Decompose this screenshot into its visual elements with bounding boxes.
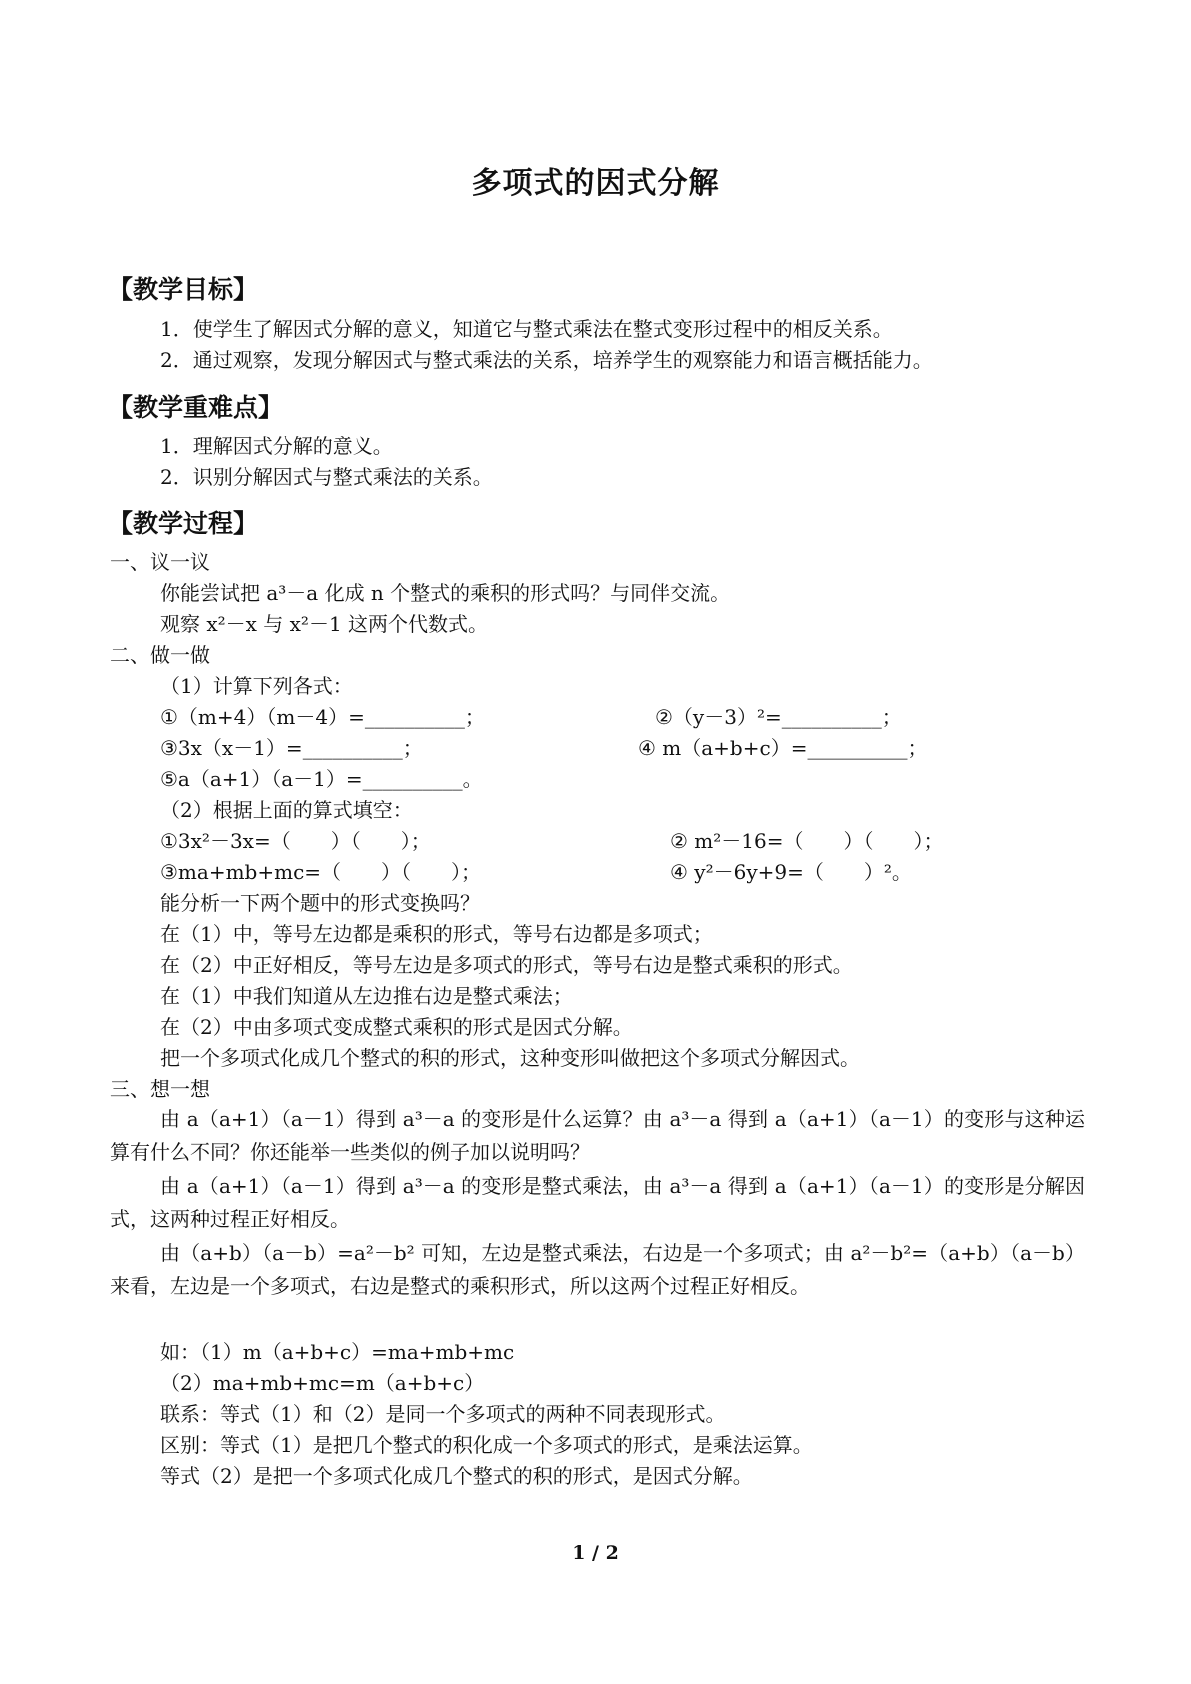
text-line: 在（1）中我们知道从左边推右边是整式乘法； [160, 984, 573, 1008]
part-heading: 二、做一做 [110, 643, 210, 667]
part-heading: 一、议一议 [110, 550, 210, 574]
fill-item: ② m²－16=（ ）（ ）； [670, 829, 944, 853]
exercise-item: ②（y－3）²=__________； [655, 705, 902, 729]
paragraph: 由 a（a+1）（a－1）得到 a³－a 的变形是什么运算？由 a³－a 得到 a（a+1）（a－1）的变形与这种运算有什么不同？你还能举一些类似的例子加以说明吗？ [110, 1107, 1085, 1164]
example-line: （2）ma+mb+mc=m（a+b+c） [160, 1371, 485, 1395]
page-title: 多项式的因式分解 [471, 166, 720, 201]
exercise-item: ①（m+4）（m－4）=__________； [160, 705, 485, 729]
part-heading: 三、想一想 [110, 1077, 210, 1101]
sub-heading: （1）计算下列各式： [160, 674, 353, 698]
goal-item: 1．使学生了解因式分解的意义，知道它与整式乘法在整式变形过程中的相反关系。 [160, 317, 893, 341]
fill-item: ④ y²－6y+9=（ ）²。 [670, 860, 912, 884]
paragraph: 由 a（a+1）（a－1）得到 a³－a 的变形是整式乘法，由 a³－a 得到 a（a+1）（a－1）的变形是分解因式，这两种过程正好相反。 [110, 1174, 1085, 1231]
fill-item: ①3x²－3x=（ ）（ ）； [160, 829, 431, 853]
paragraph: 由（a+b）（a－b）=a²－b² 可知，左边是整式乘法，右边是一个多项式；由 a²－b²=（a+b）（a－b）来看，左边是一个多项式，右边是整式的乘积形式，所以这两个过程正好相反。 [110, 1241, 1085, 1298]
example-line: 如：（1）m（a+b+c）=ma+mb+mc [160, 1340, 515, 1364]
text-line: 你能尝试把 a³－a 化成 n 个整式的乘积的形式吗？与同伴交流。 [160, 581, 731, 605]
exercise-item: ③3x（x－1）=__________； [160, 736, 423, 760]
goal-item: 2．通过观察，发现分解因式与整式乘法的关系，培养学生的观察能力和语言概括能力。 [160, 348, 933, 372]
section-heading-keypoints: 【教学重难点】 [108, 393, 284, 422]
text-line: 能分析一下两个题中的形式变换吗？ [160, 891, 480, 915]
section-heading-process: 【教学过程】 [108, 509, 259, 538]
text-line: 联系：等式（1）和（2）是同一个多项式的两种不同表现形式。 [160, 1402, 726, 1426]
exercise-item: ⑤a（a+1）（a－1）=__________。 [160, 767, 483, 791]
text-line: 在（2）中由多项式变成整式乘积的形式是因式分解。 [160, 1015, 633, 1039]
fill-item: ③ma+mb+mc=（ ）（ ）； [160, 860, 482, 884]
text-line: 等式（2）是把一个多项式化成几个整式的积的形式，是因式分解。 [160, 1464, 753, 1488]
text-line: 在（2）中正好相反，等号左边是多项式的形式，等号右边是整式乘积的形式。 [160, 953, 853, 977]
page-number: 1 / 2 [572, 1542, 619, 1564]
text-line: 观察 x²－x 与 x²－1 这两个代数式。 [160, 612, 489, 636]
keypoint-item: 1．理解因式分解的意义。 [160, 434, 393, 458]
section-heading-goals: 【教学目标】 [108, 275, 259, 304]
sub-heading: （2）根据上面的算式填空： [160, 798, 413, 822]
text-line: 把一个多项式化成几个整式的积的形式，这种变形叫做把这个多项式分解因式。 [160, 1046, 860, 1070]
text-line: 在（1）中，等号左边都是乘积的形式，等号右边都是多项式； [160, 922, 713, 946]
text-line: 区别：等式（1）是把几个整式的积化成一个多项式的形式，是乘法运算。 [160, 1433, 813, 1457]
exercise-item: ④ m（a+b+c）=__________； [638, 736, 928, 760]
keypoint-item: 2．识别分解因式与整式乘法的关系。 [160, 465, 493, 489]
